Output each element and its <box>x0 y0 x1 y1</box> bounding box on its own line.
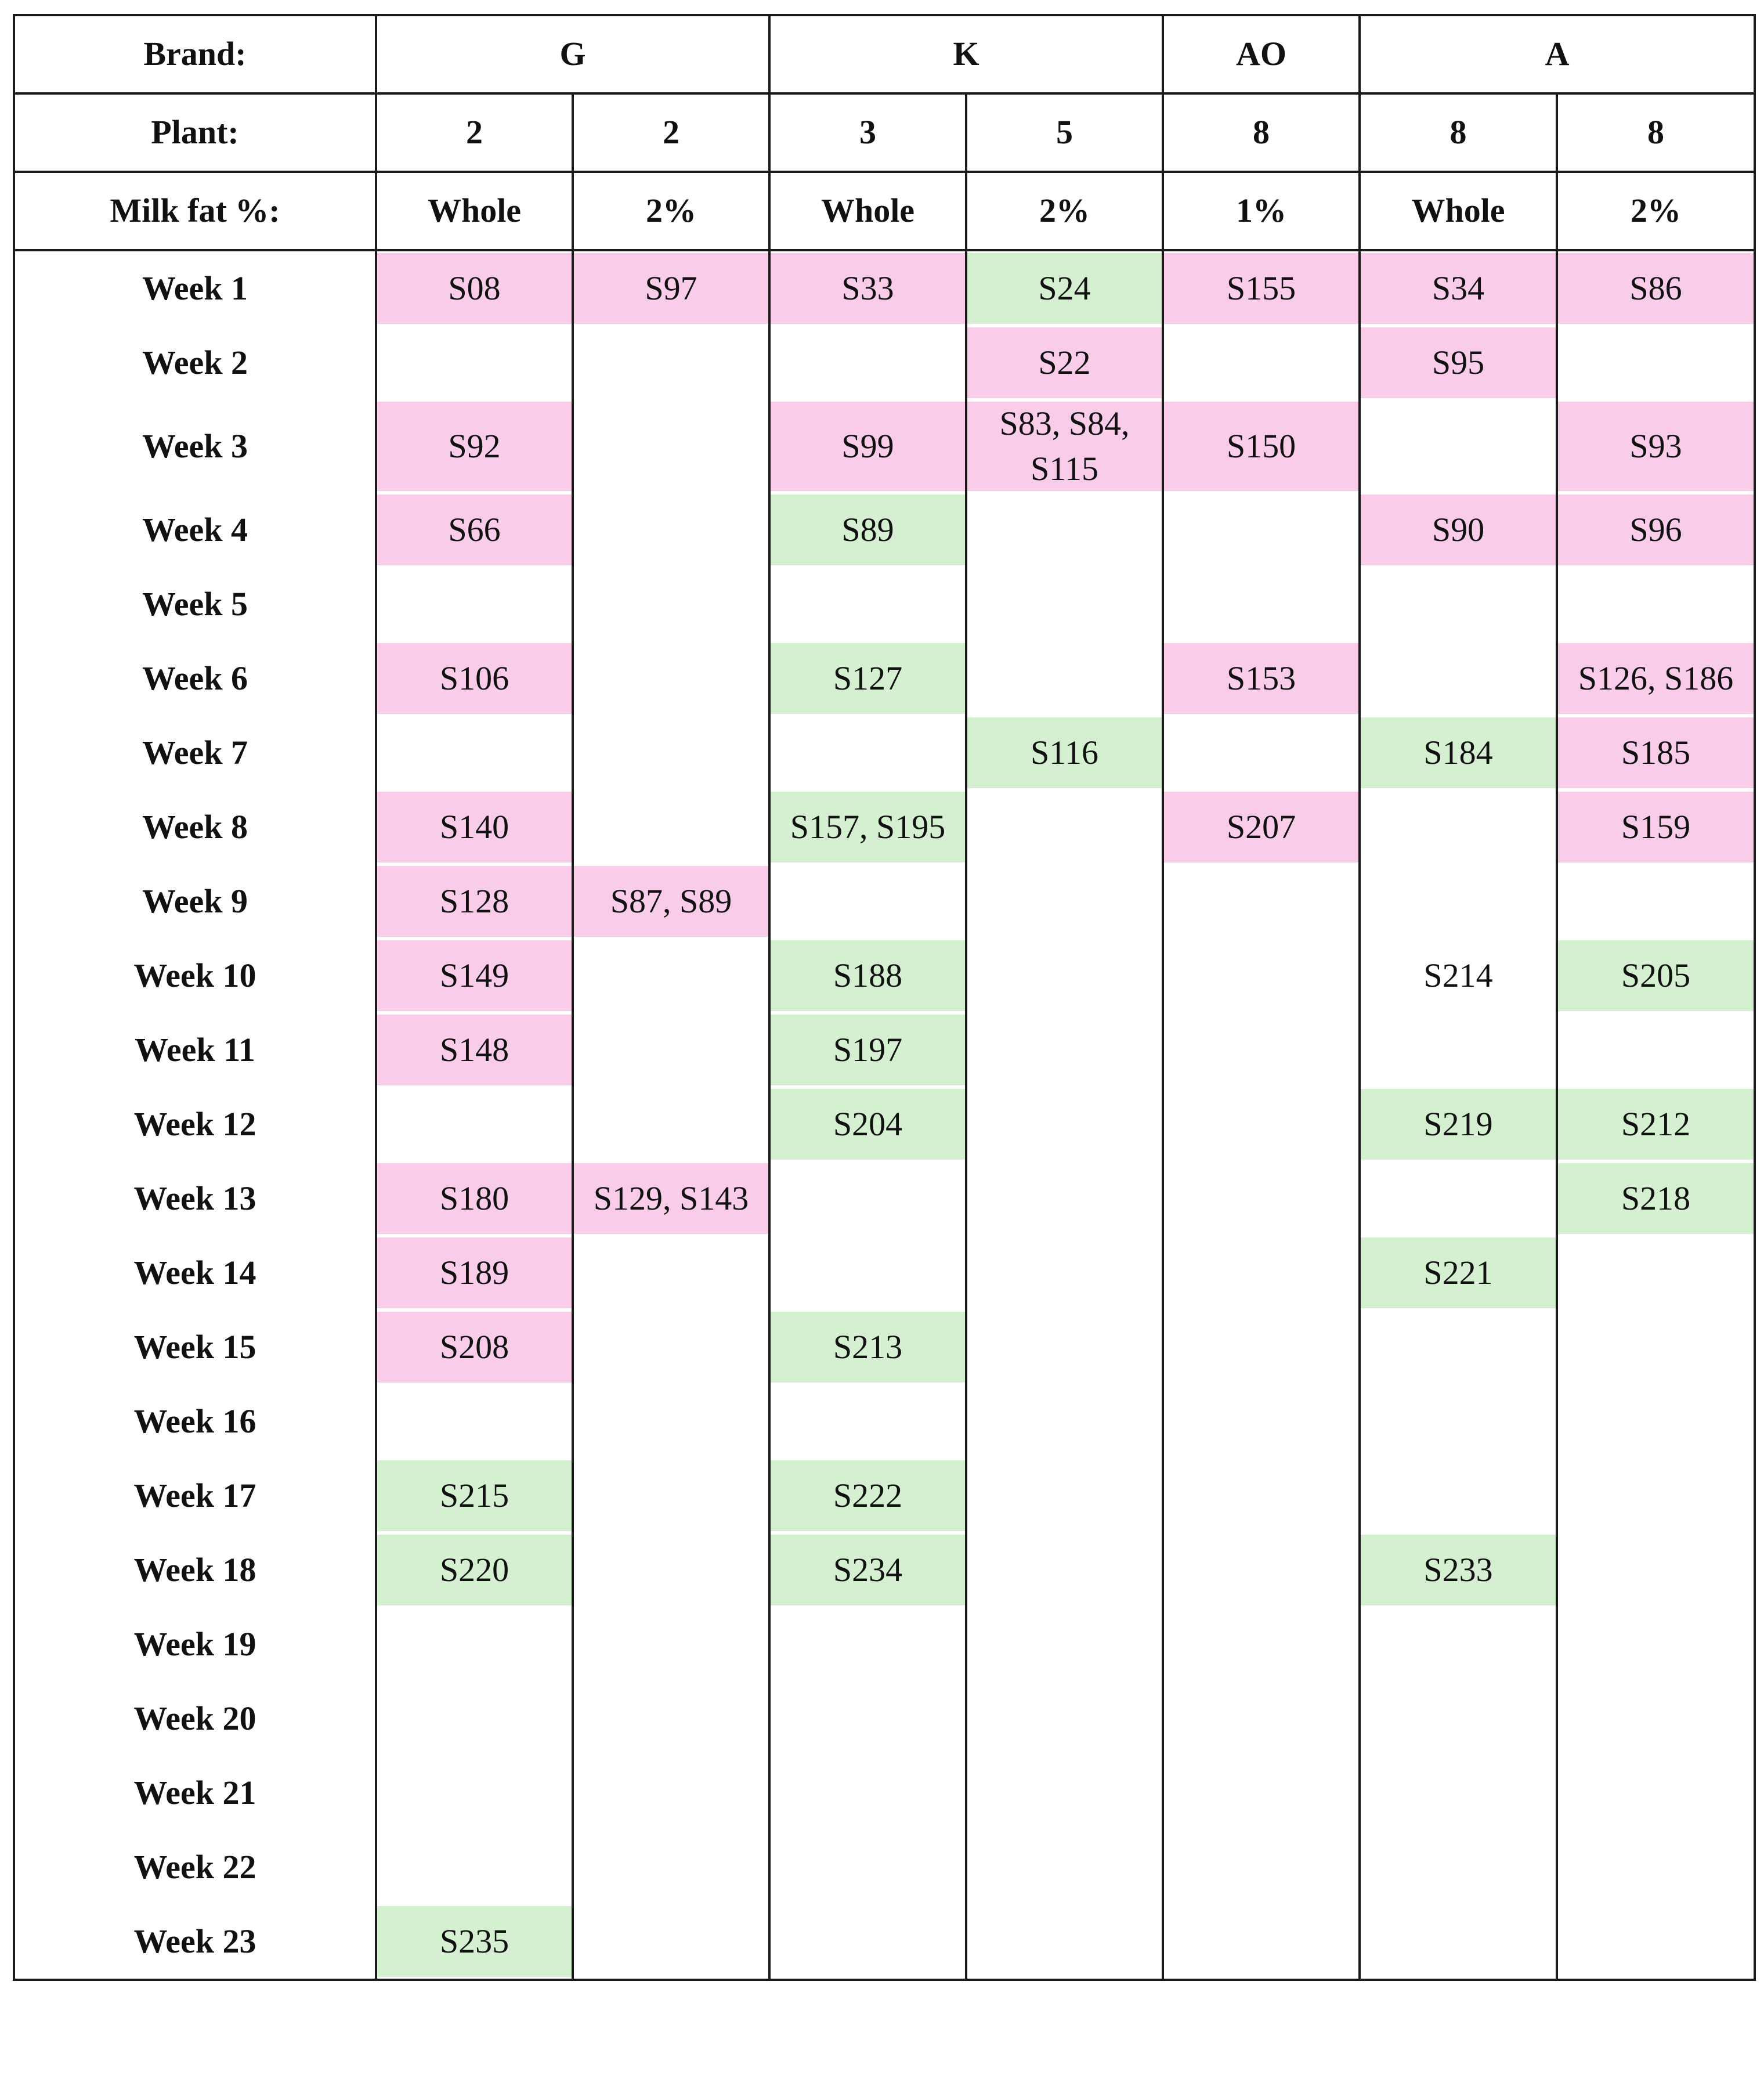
week-label: Week 4 <box>14 493 376 567</box>
sample-cell <box>966 1607 1163 1681</box>
sample-cell <box>573 1681 769 1756</box>
sample-cell <box>1163 1756 1360 1830</box>
sample-cell <box>1557 1533 1755 1607</box>
sample-cell: S106 <box>376 641 573 716</box>
sample-cell <box>573 790 769 864</box>
week-row <box>14 1087 1755 1161</box>
sample-cell: S148 <box>376 1013 573 1087</box>
week-label: Week 20 <box>14 1681 376 1756</box>
sample-cell <box>966 1384 1163 1459</box>
sample-cell: S185 <box>1557 716 1755 790</box>
sample-cell: S95 <box>1360 326 1557 400</box>
week-label: Week 17 <box>14 1459 376 1533</box>
week-label: Week 19 <box>14 1607 376 1681</box>
sample-cell: S159 <box>1557 790 1755 864</box>
sample-cell: S89 <box>769 493 966 567</box>
sample-cell <box>1163 1681 1360 1756</box>
week-row <box>14 1310 1755 1384</box>
sample-cell: S204 <box>769 1087 966 1161</box>
sample-cell <box>573 1533 769 1607</box>
sample-cell: S140 <box>376 790 573 864</box>
sample-cell <box>769 1904 966 1980</box>
week-label: Week 3 <box>14 400 376 493</box>
sample-cell <box>1163 864 1360 939</box>
sample-cell <box>376 1087 573 1161</box>
sample-cell <box>1163 1013 1360 1087</box>
week-row <box>14 1607 1755 1681</box>
sample-cell <box>1557 1681 1755 1756</box>
sample-cell: S33 <box>769 250 966 326</box>
sample-cell <box>1163 493 1360 567</box>
milk-fat-label: Milk fat %: <box>14 172 376 250</box>
sample-cell <box>1163 1161 1360 1236</box>
milk-fat-cell: Whole <box>769 172 966 250</box>
sample-cell <box>769 1161 966 1236</box>
sample-cell <box>966 1459 1163 1533</box>
sample-cell <box>573 1904 769 1980</box>
sample-cell: S87, S89 <box>573 864 769 939</box>
sample-cell: S189 <box>376 1236 573 1310</box>
sample-cell: S215 <box>376 1459 573 1533</box>
sample-cell <box>769 1384 966 1459</box>
week-label: Week 12 <box>14 1087 376 1161</box>
sample-cell <box>1163 567 1360 641</box>
week-label: Week 22 <box>14 1830 376 1904</box>
sample-cell <box>376 567 573 641</box>
plant-cell: 8 <box>1360 93 1557 172</box>
sample-cell <box>1557 1607 1755 1681</box>
milk-fat-cell: 2% <box>573 172 769 250</box>
week-label: Week 2 <box>14 326 376 400</box>
sample-cell <box>1360 1904 1557 1980</box>
sample-cell <box>1163 939 1360 1013</box>
sample-cell <box>376 1607 573 1681</box>
sample-cell <box>573 1087 769 1161</box>
sample-cell <box>966 939 1163 1013</box>
sample-cell: S208 <box>376 1310 573 1384</box>
week-row <box>14 716 1755 790</box>
sample-cell: S128 <box>376 864 573 939</box>
week-label: Week 16 <box>14 1384 376 1459</box>
sample-cell <box>1557 1236 1755 1310</box>
sample-cell <box>1360 641 1557 716</box>
sample-cell: S99 <box>769 400 966 493</box>
brand-a: A <box>1360 15 1755 93</box>
sample-cell <box>966 1904 1163 1980</box>
week-row <box>14 1756 1755 1830</box>
sample-cell: S127 <box>769 641 966 716</box>
week-row <box>14 641 1755 716</box>
sample-cell <box>769 1830 966 1904</box>
sample-cell <box>1163 1236 1360 1310</box>
sample-cell <box>1163 1087 1360 1161</box>
sample-cell <box>1163 1904 1360 1980</box>
brand-header-row <box>14 15 1755 93</box>
sample-cell: S221 <box>1360 1236 1557 1310</box>
sample-cell: S129, S143 <box>573 1161 769 1236</box>
sample-cell <box>769 326 966 400</box>
sample-cell: S116 <box>966 716 1163 790</box>
sample-cell: S126, S186 <box>1557 641 1755 716</box>
week-label: Week 7 <box>14 716 376 790</box>
sample-cell: S180 <box>376 1161 573 1236</box>
sample-cell <box>1360 864 1557 939</box>
sample-cell <box>573 1310 769 1384</box>
sample-cell: S150 <box>1163 400 1360 493</box>
sample-cell <box>966 641 1163 716</box>
week-label: Week 11 <box>14 1013 376 1087</box>
sample-cell <box>769 567 966 641</box>
week-row <box>14 1459 1755 1533</box>
week-label: Week 21 <box>14 1756 376 1830</box>
sample-cell <box>573 1459 769 1533</box>
week-row <box>14 493 1755 567</box>
sample-cell <box>573 493 769 567</box>
sample-cell <box>1360 1013 1557 1087</box>
sample-cell: S22 <box>966 326 1163 400</box>
sample-cell: S219 <box>1360 1087 1557 1161</box>
sample-cell <box>1557 1756 1755 1830</box>
week-label: Week 6 <box>14 641 376 716</box>
sample-cell <box>1360 1756 1557 1830</box>
sample-cell <box>1163 1384 1360 1459</box>
sample-cell <box>573 1013 769 1087</box>
sample-cell <box>573 641 769 716</box>
sample-cell: S90 <box>1360 493 1557 567</box>
sample-cell <box>966 1310 1163 1384</box>
week-row <box>14 1830 1755 1904</box>
sample-cell: S212 <box>1557 1087 1755 1161</box>
milk-fat-cell: Whole <box>1360 172 1557 250</box>
sample-cell: S220 <box>376 1533 573 1607</box>
sample-cell: S235 <box>376 1904 573 1980</box>
sample-cell <box>966 790 1163 864</box>
week-label: Week 15 <box>14 1310 376 1384</box>
week-label: Week 9 <box>14 864 376 939</box>
milk-fat-cell: 2% <box>1557 172 1755 250</box>
sampling-table-wrapper <box>13 14 1754 2063</box>
sample-cell <box>376 1830 573 1904</box>
sample-cell <box>1163 326 1360 400</box>
plant-cell: 5 <box>966 93 1163 172</box>
sample-cell <box>1360 1607 1557 1681</box>
week-row <box>14 400 1755 493</box>
week-row <box>14 1533 1755 1607</box>
sample-cell <box>1163 1533 1360 1607</box>
brand-label: Brand: <box>14 15 376 93</box>
week-row <box>14 250 1755 326</box>
sample-cell <box>573 716 769 790</box>
milk-fat-cell: 1% <box>1163 172 1360 250</box>
sample-cell: S213 <box>769 1310 966 1384</box>
sample-cell <box>1360 1384 1557 1459</box>
sample-cell <box>573 1756 769 1830</box>
plant-cell: 8 <box>1163 93 1360 172</box>
sample-cell <box>1360 1830 1557 1904</box>
sample-cell <box>1163 1459 1360 1533</box>
sample-cell <box>376 1384 573 1459</box>
plant-cell: 3 <box>769 93 966 172</box>
sample-cell: S214 <box>1360 939 1557 1013</box>
sample-cell <box>573 567 769 641</box>
week-label: Week 18 <box>14 1533 376 1607</box>
sample-cell: S188 <box>769 939 966 1013</box>
sample-cell: S66 <box>376 493 573 567</box>
plant-cell: 2 <box>376 93 573 172</box>
sample-cell: S149 <box>376 939 573 1013</box>
sample-cell <box>1360 790 1557 864</box>
week-label: Week 8 <box>14 790 376 864</box>
brand-g: G <box>376 15 769 93</box>
sample-cell: S218 <box>1557 1161 1755 1236</box>
week-label: Week 13 <box>14 1161 376 1236</box>
sample-cell <box>769 1236 966 1310</box>
sample-cell <box>769 716 966 790</box>
week-row <box>14 864 1755 939</box>
sample-cell <box>1163 716 1360 790</box>
sample-cell: S234 <box>769 1533 966 1607</box>
sample-cell <box>1557 567 1755 641</box>
sample-cell <box>573 1236 769 1310</box>
sample-cell: S222 <box>769 1459 966 1533</box>
sample-cell <box>376 716 573 790</box>
week-row <box>14 1236 1755 1310</box>
sample-cell <box>769 864 966 939</box>
sample-cell: S184 <box>1360 716 1557 790</box>
week-label: Week 14 <box>14 1236 376 1310</box>
week-row <box>14 326 1755 400</box>
brand-k: K <box>769 15 1163 93</box>
sample-cell: S97 <box>573 250 769 326</box>
sample-cell <box>769 1681 966 1756</box>
sample-cell <box>1557 1013 1755 1087</box>
sample-cell: S197 <box>769 1013 966 1087</box>
week-row <box>14 1904 1755 1980</box>
sample-cell <box>966 1830 1163 1904</box>
sample-cell <box>966 1533 1163 1607</box>
sample-cell <box>966 567 1163 641</box>
sample-cell <box>1557 326 1755 400</box>
sample-cell <box>966 1161 1163 1236</box>
sample-cell: S153 <box>1163 641 1360 716</box>
sample-cell <box>1360 567 1557 641</box>
sample-cell <box>966 864 1163 939</box>
sample-cell: S08 <box>376 250 573 326</box>
sample-cell <box>1163 1310 1360 1384</box>
sample-cell <box>1557 1459 1755 1533</box>
sample-cell: S155 <box>1163 250 1360 326</box>
plant-cell: 2 <box>573 93 769 172</box>
sample-cell <box>1163 1607 1360 1681</box>
sample-cell <box>966 1756 1163 1830</box>
sample-cell <box>1557 864 1755 939</box>
sample-cell <box>1360 400 1557 493</box>
week-label: Week 5 <box>14 567 376 641</box>
brand-ao: AO <box>1163 15 1360 93</box>
sample-cell <box>966 1087 1163 1161</box>
plant-header-row <box>14 93 1755 172</box>
sample-cell: S86 <box>1557 250 1755 326</box>
week-label: Week 1 <box>14 250 376 326</box>
sample-cell <box>966 1013 1163 1087</box>
plant-label: Plant: <box>14 93 376 172</box>
sample-cell: S96 <box>1557 493 1755 567</box>
sample-cell: S34 <box>1360 250 1557 326</box>
sample-cell <box>573 939 769 1013</box>
sample-cell <box>376 1681 573 1756</box>
week-row <box>14 939 1755 1013</box>
sample-cell <box>1360 1161 1557 1236</box>
week-label: Week 10 <box>14 939 376 1013</box>
sample-cell <box>573 1830 769 1904</box>
sample-cell: S205 <box>1557 939 1755 1013</box>
sampling-table <box>13 14 1756 1981</box>
sample-cell <box>769 1607 966 1681</box>
sample-cell <box>966 493 1163 567</box>
milk-fat-cell: Whole <box>376 172 573 250</box>
sample-cell: S83, S84, S115 <box>966 400 1163 493</box>
sample-cell <box>966 1236 1163 1310</box>
week-label: Week 23 <box>14 1904 376 1980</box>
sample-cell <box>1557 1830 1755 1904</box>
sample-cell <box>1163 1830 1360 1904</box>
sample-cell: S24 <box>966 250 1163 326</box>
week-row <box>14 1161 1755 1236</box>
sample-cell <box>573 1384 769 1459</box>
sample-cell <box>769 1756 966 1830</box>
sample-cell <box>573 400 769 493</box>
sample-cell <box>1360 1459 1557 1533</box>
sample-cell: S93 <box>1557 400 1755 493</box>
sample-cell: S233 <box>1360 1533 1557 1607</box>
sample-cell: S157, S195 <box>769 790 966 864</box>
week-row <box>14 1681 1755 1756</box>
week-row <box>14 567 1755 641</box>
sample-cell: S207 <box>1163 790 1360 864</box>
sample-cell <box>1557 1904 1755 1980</box>
sample-cell <box>966 1681 1163 1756</box>
sample-cell: S92 <box>376 400 573 493</box>
sample-cell <box>1360 1310 1557 1384</box>
sample-cell <box>1360 1681 1557 1756</box>
plant-cell: 8 <box>1557 93 1755 172</box>
week-row <box>14 1384 1755 1459</box>
week-row <box>14 1013 1755 1087</box>
sample-cell <box>573 1607 769 1681</box>
milk-fat-cell: 2% <box>966 172 1163 250</box>
sample-cell <box>376 326 573 400</box>
sample-cell <box>1557 1310 1755 1384</box>
milk-fat-header-row <box>14 172 1755 250</box>
sample-cell <box>1557 1384 1755 1459</box>
week-row <box>14 790 1755 864</box>
sample-cell <box>376 1756 573 1830</box>
sample-cell <box>573 326 769 400</box>
